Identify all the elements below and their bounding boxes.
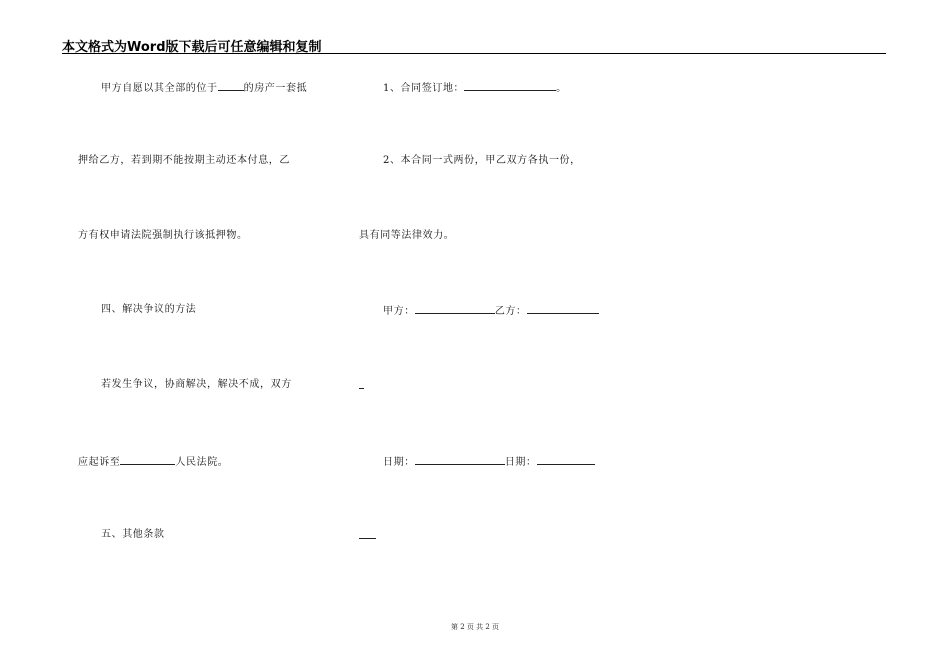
dispute-line-2 <box>78 454 228 470</box>
date-a-blank <box>415 454 505 465</box>
blank-field <box>359 528 376 539</box>
copies-line-2: 具有同等法律效力。 <box>359 230 455 241</box>
signature-underline-2 <box>359 528 376 544</box>
contract-place-blank <box>464 80 556 91</box>
clause-mortgage-line-1 <box>101 80 307 96</box>
blank-field <box>359 378 364 389</box>
clause-text: 人民法院。 <box>175 457 229 468</box>
party-b-blank <box>527 303 599 314</box>
clause-text: 应起诉至 <box>78 457 121 468</box>
clause-text: 甲方自愿以其全部的位于 <box>101 83 218 94</box>
dispute-line-1: 若发生争议，协商解决，解决不成，双方 <box>101 379 292 390</box>
page-header <box>62 34 886 54</box>
date-line <box>383 454 595 470</box>
clause-mortgage-line-3: 方有权申请法院强制执行该抵押物。 <box>78 230 248 241</box>
signature-underline-1 <box>359 378 364 394</box>
date-b-blank <box>537 454 595 465</box>
court-name-blank <box>120 454 175 465</box>
party-b-label: 乙方： <box>494 306 527 317</box>
clause-mortgage-line-2: 押给乙方，若到期不能按期主动还本付息，乙 <box>78 155 290 166</box>
copies-line-1: 2、本合同一式两份，甲乙双方各执一份， <box>383 155 581 166</box>
party-a-label: 甲方： <box>383 306 415 317</box>
date-a-label: 日期： <box>383 457 415 468</box>
date-b-label: 日期： <box>504 457 537 468</box>
header-title: 本文格式为Word版下载后可任意编辑和复制 <box>62 40 322 55</box>
clause-text: 。 <box>556 83 567 94</box>
clause-text: 的房产一套抵 <box>243 83 308 94</box>
section-5-title: 五、其他条款 <box>101 529 165 540</box>
clause-text: 1、合同签订地： <box>383 83 465 94</box>
blank-field <box>218 80 244 91</box>
section-4-title: 四、解决争议的方法 <box>101 304 197 315</box>
party-signature-line <box>383 303 599 319</box>
page-footer: 第 2 页 共 2 页 <box>450 623 500 631</box>
contract-place-line <box>383 80 567 96</box>
party-a-blank <box>415 303 495 314</box>
